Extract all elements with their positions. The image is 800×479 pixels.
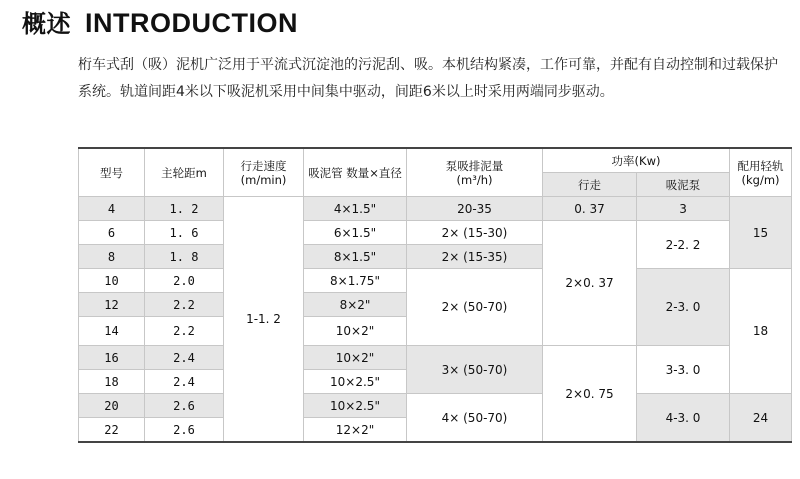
page-title <box>22 4 298 39</box>
header-power: 功率(Kw) <box>543 148 730 173</box>
cell-pipe: 4×1.5" <box>304 197 407 221</box>
header-power-pump: 吸泥泵 <box>637 173 730 197</box>
cell-power-walk: 0. 37 <box>543 197 637 221</box>
header-power-walk: 行走 <box>543 173 637 197</box>
spec-table <box>78 147 792 443</box>
cell-power-pump: 2-2. 2 <box>637 221 730 269</box>
cell-wheelbase: 1. 8 <box>145 245 224 269</box>
cell-pump-flow: 2× (50-70) <box>407 269 543 346</box>
table-row <box>79 269 792 293</box>
title-en: INTRODUCTION <box>85 8 298 38</box>
cell-model: 12 <box>79 293 145 317</box>
cell-model: 4 <box>79 197 145 221</box>
table-row <box>79 197 792 221</box>
cell-wheelbase: 2.6 <box>145 394 224 418</box>
cell-model: 20 <box>79 394 145 418</box>
header-pump-flow <box>407 148 543 197</box>
cell-power-pump: 3-3. 0 <box>637 346 730 394</box>
intro-paragraph: 桁车式刮（吸）泥机广泛用于平流式沉淀池的污泥刮、吸。本机结构紧凑，工作可靠，并配有自动控制和过载保护系统。轨道间距4米以下吸泥机采用中间集中驱动，间距6米以上时采用两端同步驱动。 <box>78 57 778 100</box>
cell-model: 6 <box>79 221 145 245</box>
header-model: 型号 <box>79 148 145 197</box>
title-cn: 概述 <box>22 10 71 38</box>
cell-pipe: 8×2" <box>304 293 407 317</box>
cell-pipe: 10×2" <box>304 346 407 370</box>
cell-power-walk: 2×0. 75 <box>543 346 637 443</box>
cell-wheelbase: 2.2 <box>145 293 224 317</box>
cell-pipe: 8×1.75" <box>304 269 407 293</box>
cell-rail: 15 <box>730 197 792 269</box>
cell-rail: 24 <box>730 394 792 443</box>
cell-speed: 1-1. 2 <box>224 197 304 443</box>
cell-power-pump: 3 <box>637 197 730 221</box>
header-speed-line1: 行走速度 <box>240 158 287 173</box>
cell-model: 18 <box>79 370 145 394</box>
header-rail <box>730 148 792 197</box>
header-pump-line1: 泵吸排泥量 <box>445 158 504 173</box>
cell-wheelbase: 2.0 <box>145 269 224 293</box>
cell-power-pump: 2-3. 0 <box>637 269 730 346</box>
header-rail-line1: 配用轻轨 <box>737 158 784 173</box>
cell-wheelbase: 1. 6 <box>145 221 224 245</box>
cell-model: 22 <box>79 418 145 443</box>
cell-pipe: 8×1.5" <box>304 245 407 269</box>
cell-model: 16 <box>79 346 145 370</box>
cell-wheelbase: 1. 2 <box>145 197 224 221</box>
header-wheelbase: 主轮距m <box>145 148 224 197</box>
table-row <box>79 394 792 418</box>
cell-pipe: 10×2.5" <box>304 394 407 418</box>
cell-pump-flow: 2× (15-35) <box>407 245 543 269</box>
header-pipe: 吸泥管 数量×直径 <box>304 148 407 197</box>
cell-wheelbase: 2.6 <box>145 418 224 443</box>
cell-wheelbase: 2.4 <box>145 370 224 394</box>
header-rail-line2: (kg/m) <box>741 172 780 187</box>
cell-pump-flow: 2× (15-30) <box>407 221 543 245</box>
cell-pipe: 12×2" <box>304 418 407 443</box>
cell-model: 10 <box>79 269 145 293</box>
cell-pump-flow: 3× (50-70) <box>407 346 543 394</box>
cell-wheelbase: 2.4 <box>145 346 224 370</box>
header-speed-line2: (m/min) <box>240 172 287 187</box>
cell-wheelbase: 2.2 <box>145 317 224 346</box>
table-row <box>79 221 792 245</box>
header-speed <box>224 148 304 197</box>
cell-power-walk: 2×0. 37 <box>543 221 637 346</box>
cell-power-pump: 4-3. 0 <box>637 394 730 443</box>
cell-model: 8 <box>79 245 145 269</box>
cell-pump-flow: 4× (50-70) <box>407 394 543 443</box>
cell-pipe: 10×2" <box>304 317 407 346</box>
cell-pipe: 10×2.5" <box>304 370 407 394</box>
cell-model: 14 <box>79 317 145 346</box>
cell-pump-flow: 20-35 <box>407 197 543 221</box>
header-pump-line2: (m³/h) <box>456 172 493 187</box>
cell-pipe: 6×1.5" <box>304 221 407 245</box>
cell-rail: 18 <box>730 269 792 394</box>
table-row <box>79 346 792 370</box>
